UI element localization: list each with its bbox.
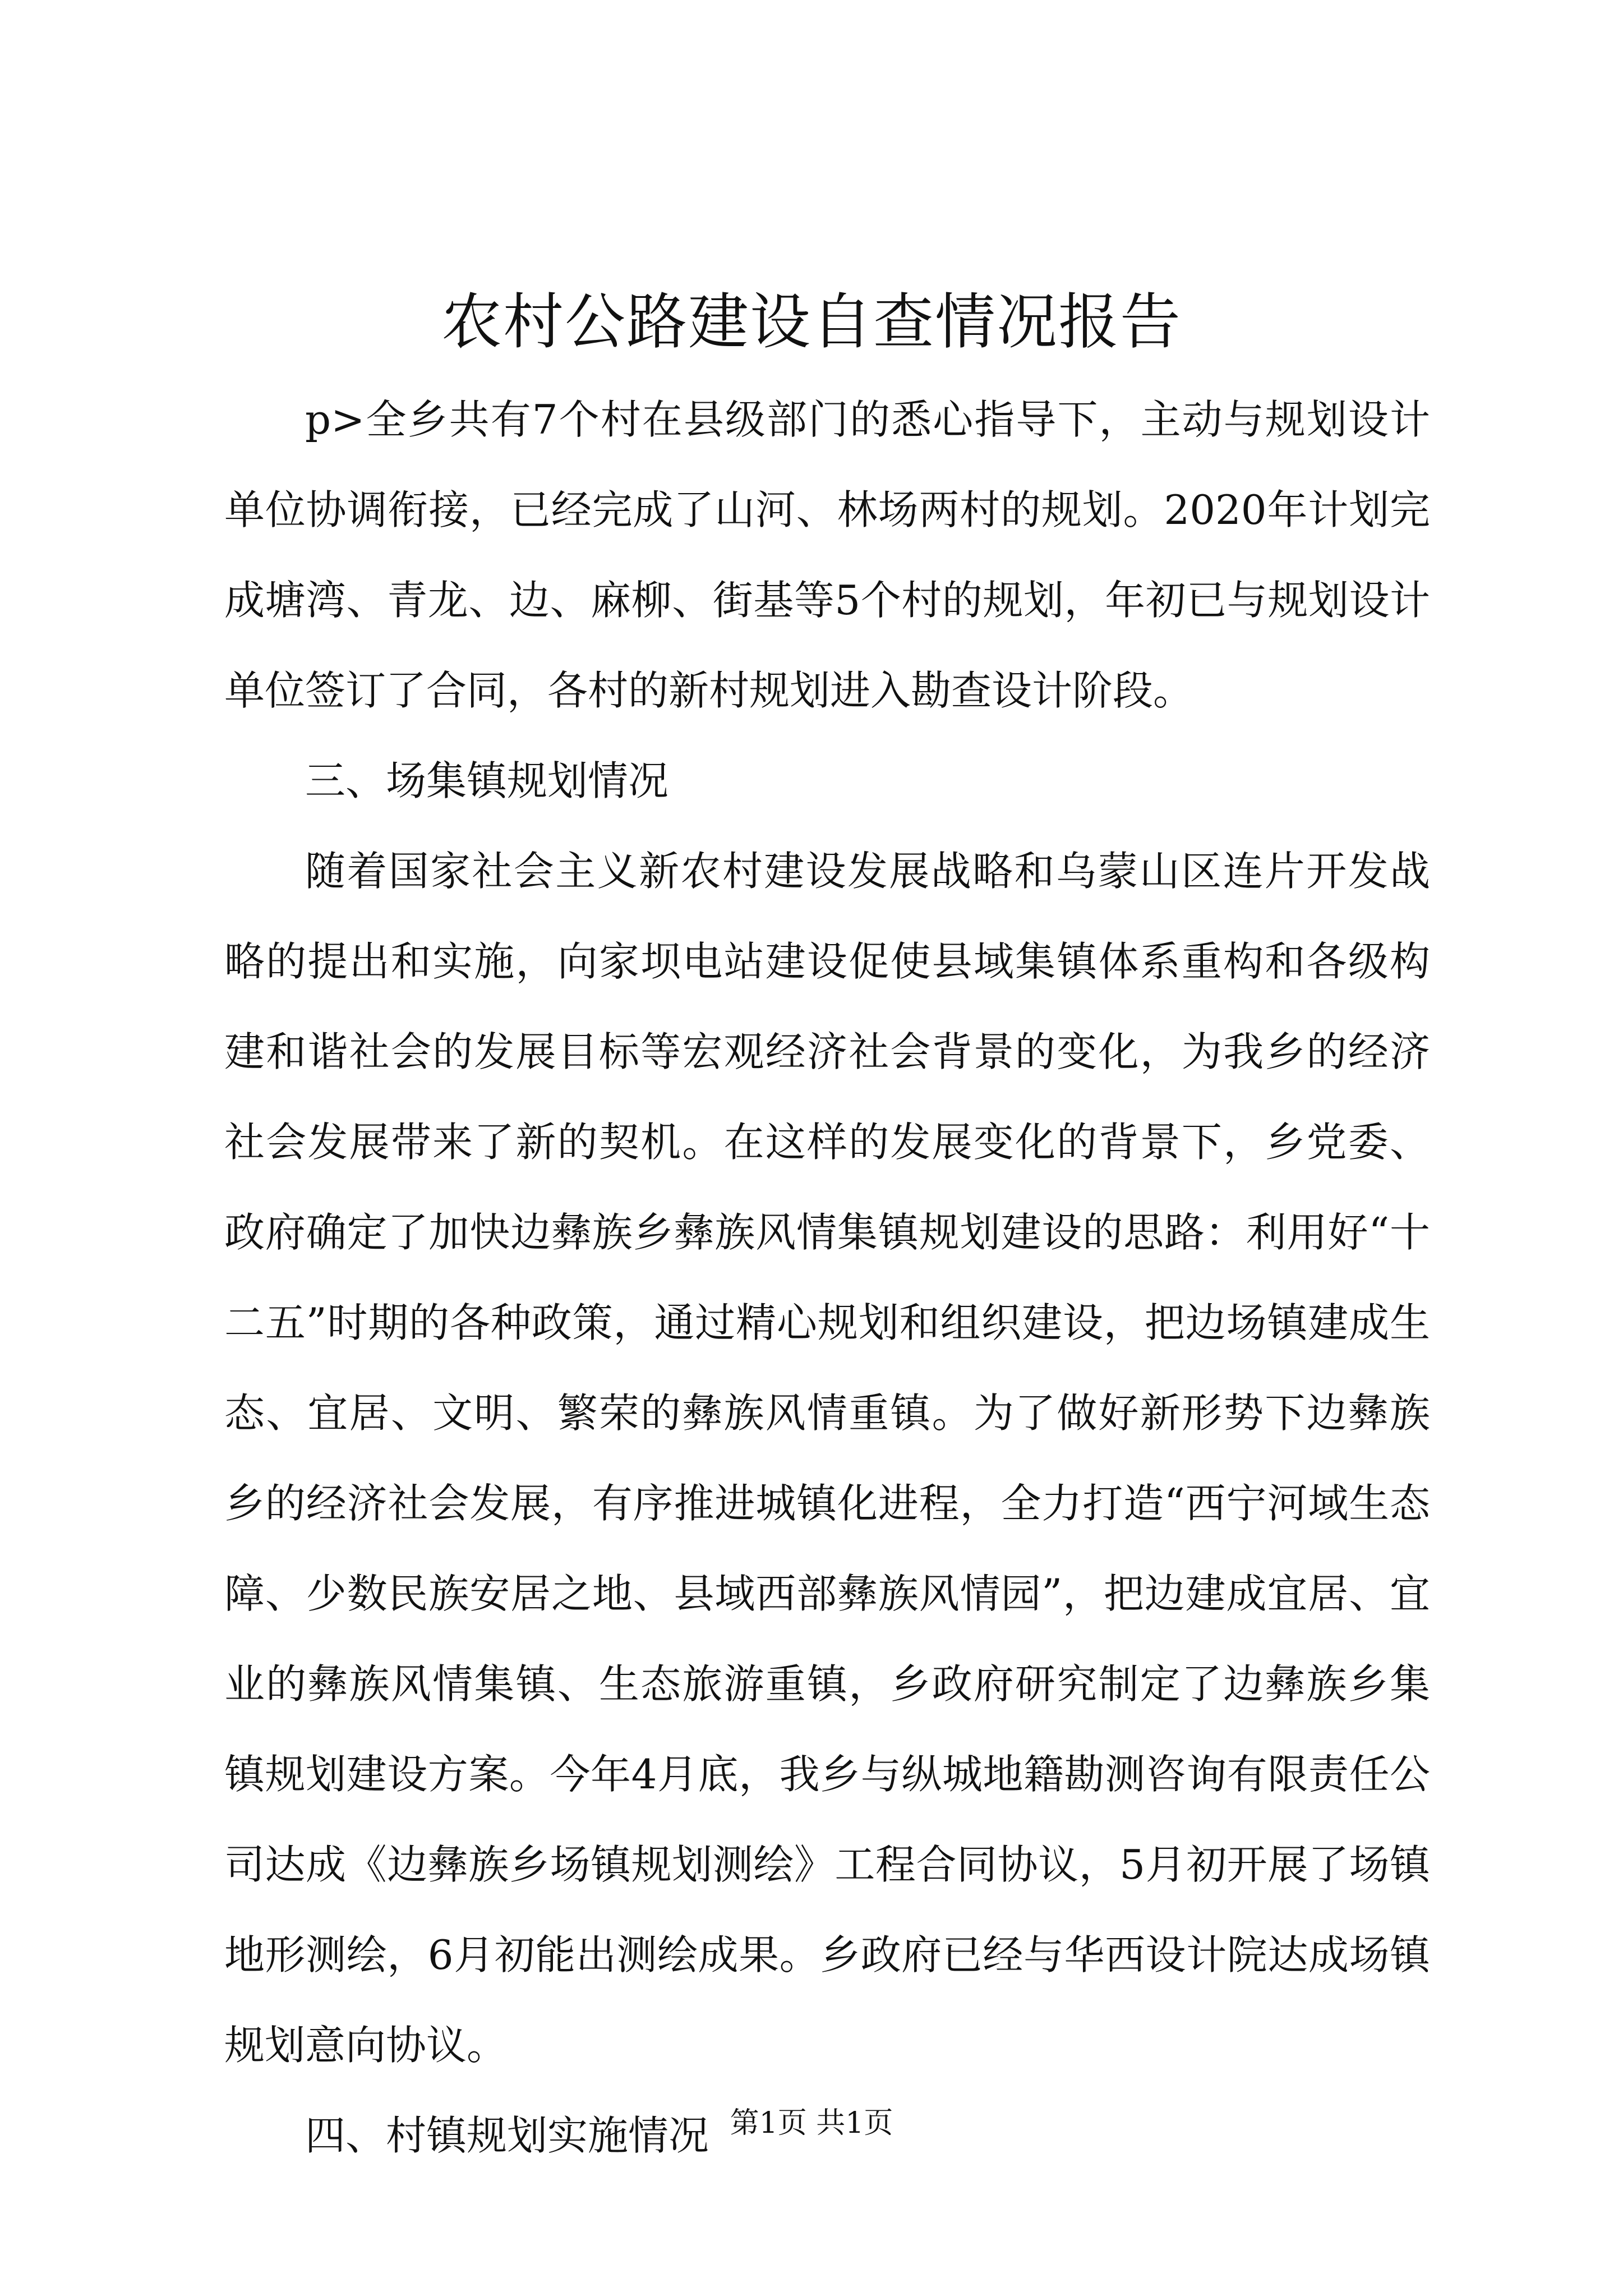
- paragraph-village-planning: p>全乡共有7个村在县级部门的悉心指导下，主动与规划设计单位协调衔接，已经完成了山河、林场两村的规划。2020年计划完成塘湾、青龙、边、麻柳、街基等5个村的规划，年初已与规划设计单位签订了合同，各村的新村规划进入勘查设计阶段。: [224, 396, 1430, 714]
- page-footer: 第1页 共1页: [730, 2106, 893, 2140]
- paragraph-town-planning: 随着国家社会主义新农村建设发展战略和乌蒙山区连片开发战略的提出和实施，向家坝电站建设促使县域集镇体系重构和各级构建和谐社会的发展目标等宏观经济社会背景的变化，为我乡的经济社会发展带来了新的契机。在这样的发展变化的背景下，乡党委、政府确定了加快边彝族乡彝族风情集镇规划建设的思路：利用好“十二五”时期的各种政策，通过精心规划和组织建设，把边场镇建成生态、宜居、文明、繁荣的彝族风情重镇。为了做好新形势下边彝族乡的经济社会发展，有序推进城镇化进程，全力打造“西宁河域生态障、少数民族安居之地、县域西部彝族风情园”，把边建成宜居、宜业的彝族风情集镇、生态旅游重镇，乡政府研究制定了边彝族乡集镇规划建设方案。今年4月底，我乡与纵城地籍勘测咨询有限责任公司达成《边彝族乡场镇规划测绘》工程合同协议，5月初开展了场镇地形测绘，6月初能出测绘成果。乡政府已经与华西设计院达成场镇规划意向协议。: [224, 848, 1430, 2069]
- document-body: [224, 375, 1430, 2181]
- section-heading-town-planning: 三、场集镇规划情况: [305, 757, 669, 804]
- section-heading-implementation: 四、村镇规划实施情况: [305, 2112, 709, 2159]
- document-title: 农村公路建设自查情况报告: [441, 287, 1182, 357]
